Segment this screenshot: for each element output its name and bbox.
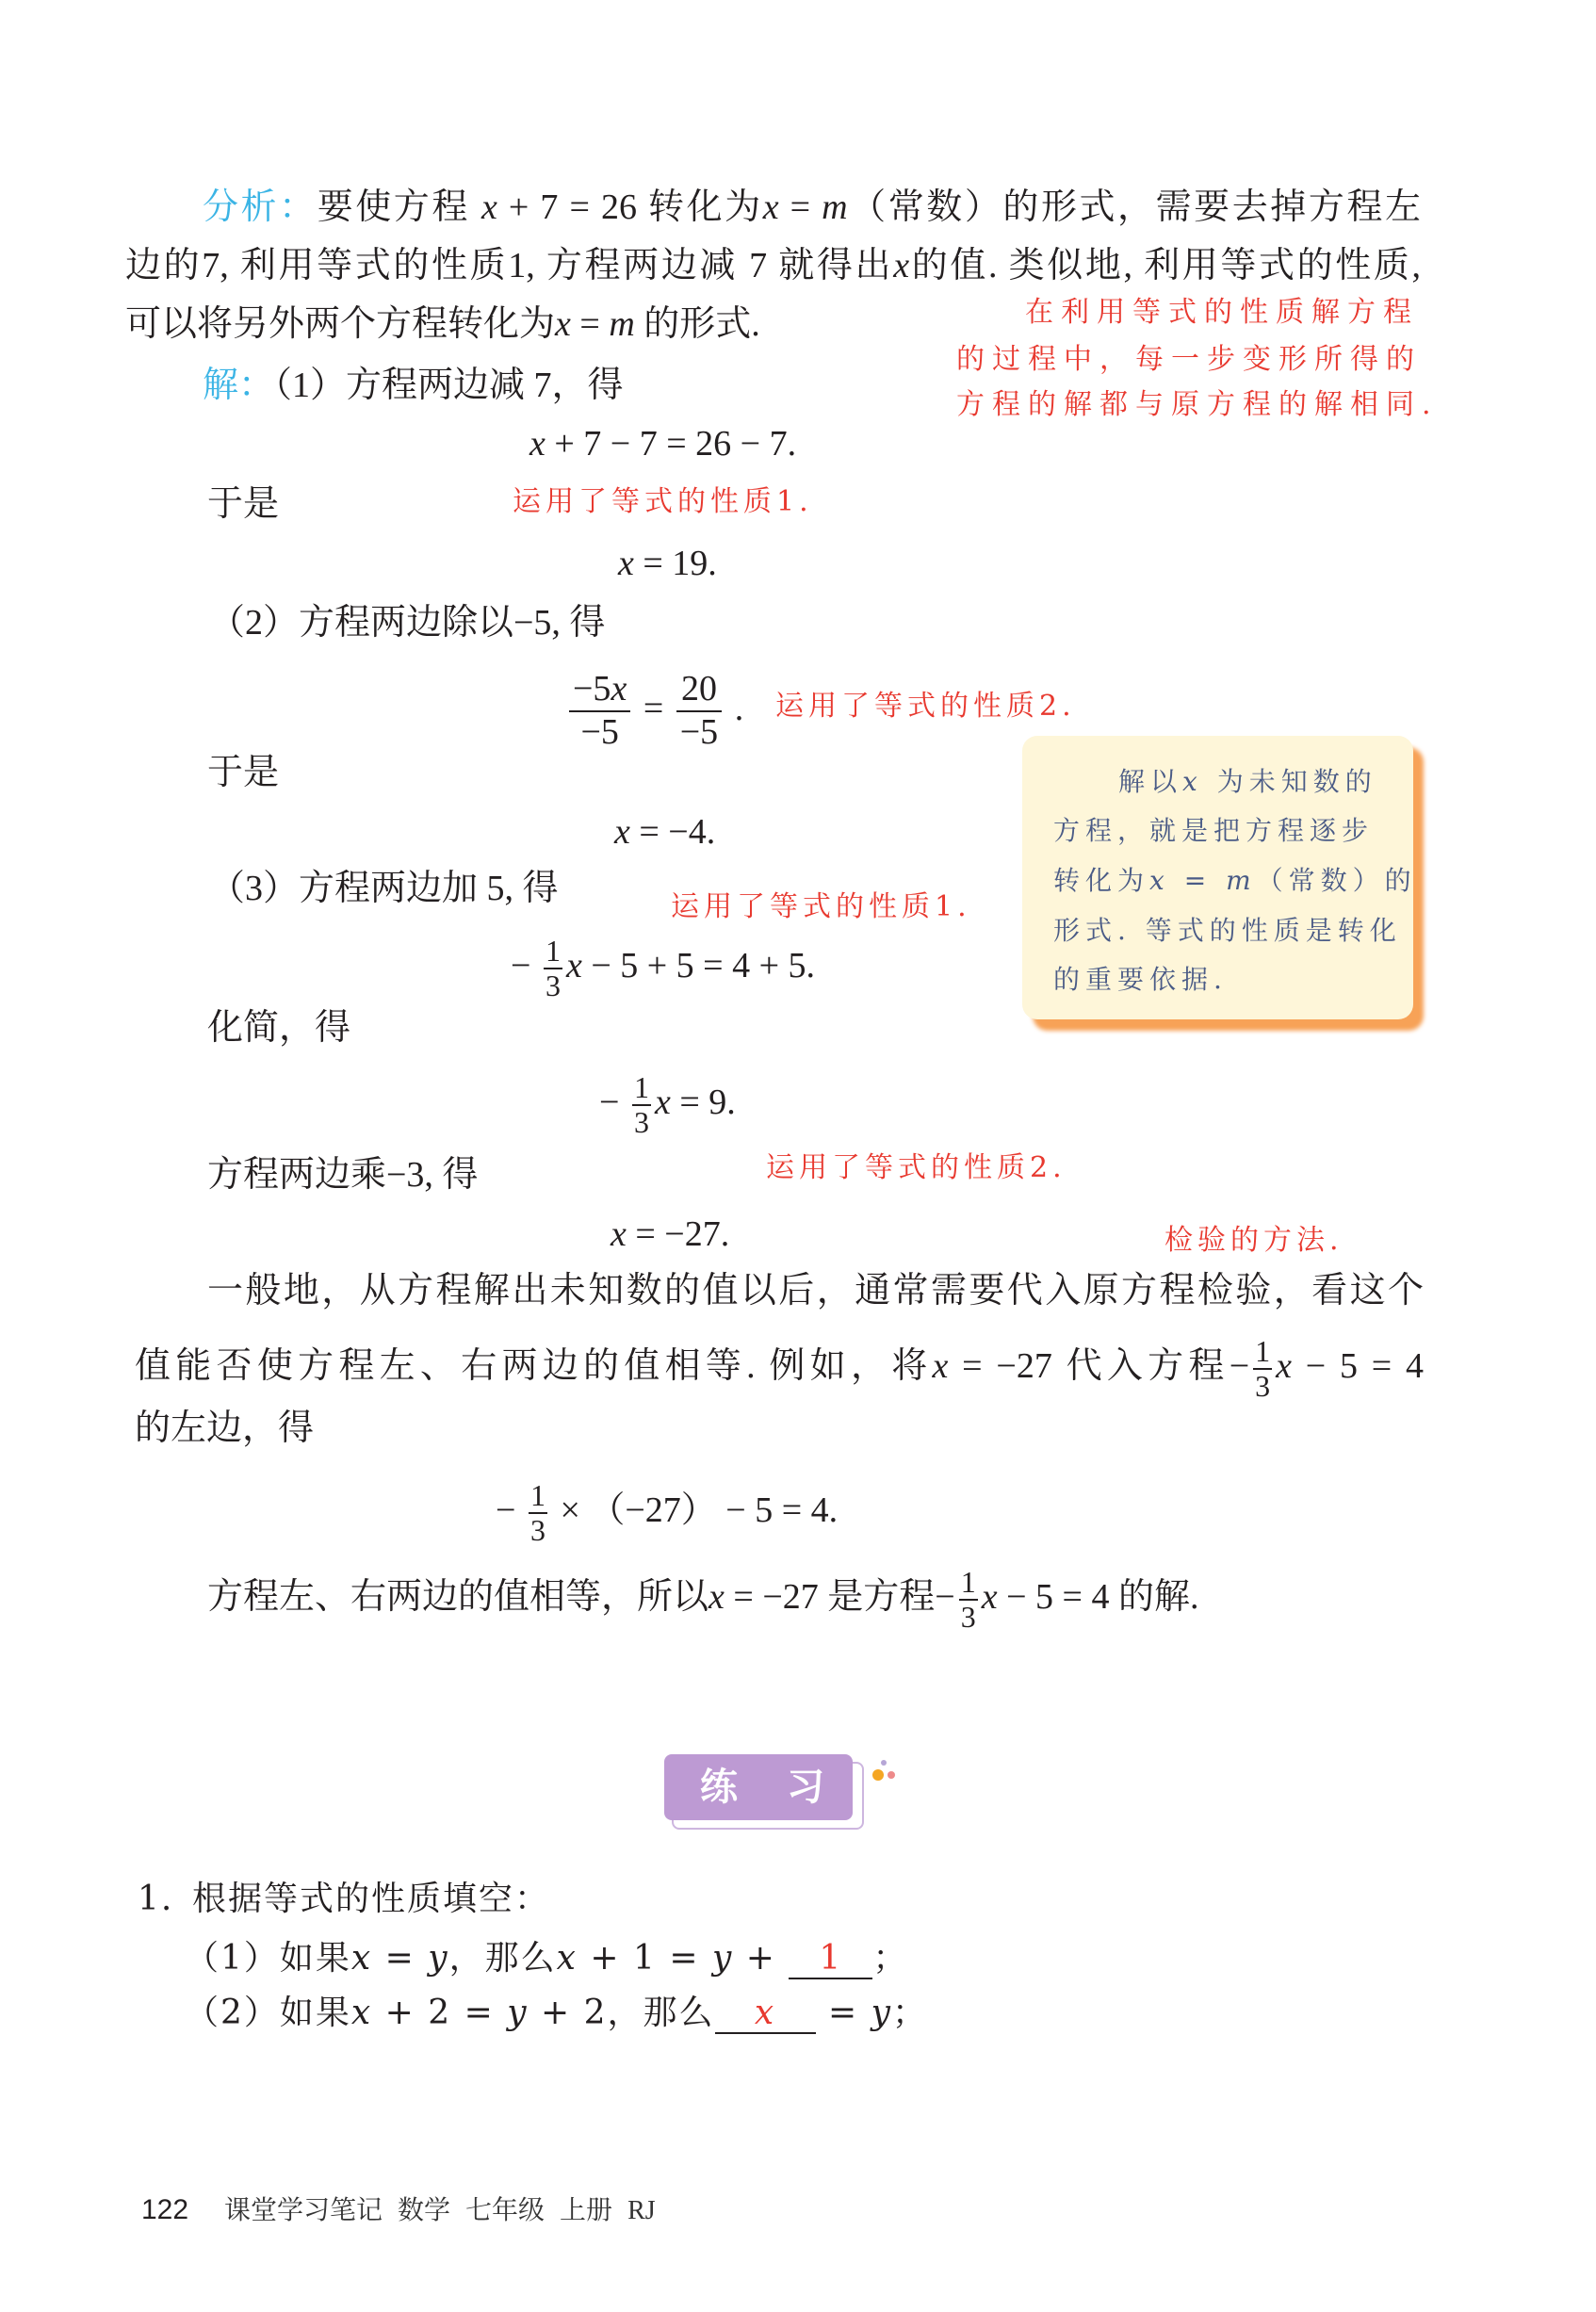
denominator: −5 [580,712,619,753]
math-segment: = −4. [629,812,716,852]
math-segment: = −27. [626,1214,730,1254]
decorative-dot-pink-icon [888,1771,895,1779]
result-1 [618,542,717,585]
minus-sign: − [496,1490,525,1530]
text-segment: 要使方程 [317,187,481,227]
math-variable: x [480,187,497,227]
math-variable: x [565,946,582,985]
text-segment: 方程左、右两边的值相等，所以 [207,1577,709,1617]
text-segment: 值能否使方程左、右两边的值相等. 例如，将 [135,1346,933,1386]
property-note-2: 运用了等式的性质2. [775,690,1076,723]
math-variable: x [555,304,571,344]
text-segment: （1）如果 [185,1939,351,1978]
simplify-label: 化简，得 [207,1008,351,1048]
property-note-3: 运用了等式的性质1. [671,890,971,923]
equation-1 [529,422,796,465]
math-variable: x [708,1577,725,1617]
math-segment: −5 [573,669,611,709]
denominator: 3 [1255,1369,1271,1404]
verification-line-3: 的左边，得 [135,1408,315,1448]
math-variable: y [428,1939,449,1978]
footer-book-info [224,2195,671,2227]
fraction [529,1477,547,1548]
verification-line-1: 一般地，从方程解出未知数的值以后，通常需要代入原方程检验，看这个 [207,1271,1424,1311]
badge-char-1: 练 [700,1766,738,1809]
fraction [959,1564,978,1635]
fraction-right [676,670,722,753]
denominator: 3 [960,1600,976,1635]
question-number: 1. [138,1880,174,1918]
denominator: −5 [679,712,719,753]
analysis-label: 分析： [203,187,318,227]
math-variable: x [529,424,546,464]
math-variable: x [618,544,634,583]
math-segment: = [570,304,610,344]
footer-grade: 七年级 [465,2196,546,2225]
minus-sign: − [935,1577,955,1617]
math-variable: x [981,1577,998,1617]
math-variable: x [1276,1346,1293,1386]
property-note-1: 运用了等式的性质1. [513,485,813,518]
math-segment: = [815,1994,871,2032]
math-segment: × （−27） − 5 = 4. [550,1490,839,1530]
math-variable: m [822,187,848,227]
tip-box [1022,736,1417,1019]
exercise-item-1 [185,1937,908,1980]
math-variable: x [350,1939,373,1978]
text-segment: 为未知数的 [1202,766,1377,797]
math-variable: x [762,187,779,227]
verification-equation [496,1468,838,1553]
decorative-dot-purple-icon [881,1760,887,1766]
solution-step-1 [203,364,624,407]
math-variable: x [350,1994,373,2032]
solution-label: 解： [203,366,275,405]
math-segment: = [372,1939,429,1978]
text-segment: 可以将另外两个方程转化为 [125,304,556,344]
math-segment: + 1 = [577,1939,712,1978]
math-segment: + 7 = 26 [497,187,649,227]
numerator: 1 [959,1567,978,1602]
math-variable: x [611,1214,627,1254]
answer-blank: 1 [789,1940,872,1979]
text-segment: 转化为 [648,187,763,227]
math-segment: + 2 = [372,1994,508,2032]
numerator [569,670,630,712]
analysis-line-1 [203,186,1421,229]
question-prompt: 根据等式的性质填空： [192,1880,551,1918]
answer-blank: x [715,1995,816,2034]
fraction [632,1069,651,1140]
numerator: 20 [676,670,722,712]
analysis-line-3 [125,302,760,346]
analysis-line-2 [125,244,1421,287]
badge-char-2: 习 [787,1766,824,1809]
text-segment: （2）如果 [185,1994,351,2032]
math-segment: = 9. [670,1083,736,1122]
result-2 [614,810,715,854]
math-segment: + 7 − 7 = 26 − 7. [545,424,797,464]
solution-step-3: （3）方程两边加 5, 得 [209,869,559,908]
minus-sign: − [1229,1346,1250,1386]
decorative-dot-orange-icon [872,1769,884,1781]
math-variable: m [609,304,635,344]
fraction-left [569,670,630,753]
solution-step-4: 方程两边乘−3, 得 [207,1155,479,1195]
verification-line-2 [135,1324,1424,1408]
math-variable: y [711,1939,734,1978]
text-segment: 转化为 [1053,865,1150,896]
page-number: 122 [141,2194,189,2225]
tip-line-4: 形式. 等式的性质是转化 [1053,915,1402,946]
math-variable: m [1226,865,1257,896]
numerator: 1 [632,1072,651,1107]
math-variable: y [871,1994,892,2032]
numerator: 1 [529,1480,547,1515]
tip-line-3 [1053,862,1417,900]
margin-note-line-1: 在利用等式的性质解方程 [1025,296,1419,329]
verification-conclusion [207,1555,1198,1639]
equals-sign: = [634,689,673,728]
footer-subject: 数学 [398,2196,451,2225]
equation-3 [511,923,815,1008]
math-segment: = [778,187,822,227]
text-segment: + 2，那么 [528,1994,715,2032]
math-variable: x [1149,865,1170,896]
tip-line-2: 方程，就是把方程逐步 [1053,815,1375,846]
equation-4 [599,1060,736,1145]
property-note-4: 运用了等式的性质2. [766,1151,1067,1184]
suffix: ； [891,1994,928,2032]
math-segment: − 5 = 4 [1292,1346,1424,1386]
text-segment: （常数）的形式，需要去掉方程左 [847,187,1421,227]
math-variable: y [507,1994,529,2032]
text-segment: = −27 是方程 [724,1577,936,1617]
verification-method-note: 检验的方法. [1164,1224,1344,1257]
equation-2 [565,666,743,751]
text-segment: 边的7, 利用等式的性质1, 方程两边减 7 就得出 [125,246,894,285]
period: . [725,689,744,728]
text-segment: − 5 = 4 的解. [997,1577,1199,1617]
text-segment: ，那么 [448,1939,557,1978]
math-segment: = 19. [633,544,717,583]
numerator: 1 [1253,1336,1272,1371]
practice-badge [664,1754,853,1820]
numerator: 1 [544,936,562,970]
then-label-2: 于是 [207,753,280,792]
suffix: ； [872,1939,909,1978]
text-segment: 解以 [1118,766,1183,797]
math-variable: x [1182,766,1203,797]
solution-step-2: （2）方程两边除以−5, 得 [209,603,606,643]
math-variable: x [611,669,627,709]
minus-sign: − [511,946,540,985]
step-text: （1）方程两边减 7，得 [274,366,624,405]
math-variable: x [614,812,630,852]
math-variable: x [654,1083,671,1122]
math-segment: − 5 + 5 = 4 + 5. [581,946,816,985]
fraction [544,933,562,1003]
tip-line-5: 的重要依据. [1053,964,1228,995]
footer-volume: 上册 [560,2196,613,2225]
footer-edition: RJ [627,2196,656,2225]
math-variable: x [556,1939,578,1978]
denominator: 3 [529,1513,546,1548]
result-3 [611,1213,729,1256]
denominator: 3 [633,1105,649,1140]
minus-sign: − [599,1083,628,1122]
math-segment: + [733,1939,790,1978]
denominator: 3 [545,969,561,1003]
text-segment: （常数）的 [1256,865,1417,896]
fraction [1253,1333,1272,1404]
math-variable: x [932,1346,949,1386]
text-segment: = −27 代入方程 [948,1346,1230,1386]
then-label-1: 于是 [207,484,280,524]
math-segment: = [1169,865,1227,896]
text-segment: 的形式. [634,304,760,344]
margin-note-line-3: 方程的解都与原方程的解相同. [956,388,1439,421]
math-variable: x [893,246,910,285]
text-segment: 的值. 类似地, 利用等式的性质, [909,246,1421,285]
footer-series: 课堂学习笔记 [224,2196,383,2225]
exercise-item-2 [185,1992,928,2035]
margin-note-line-2: 的过程中，每一步变形所得的 [956,343,1422,376]
tip-line-1 [1118,763,1377,801]
